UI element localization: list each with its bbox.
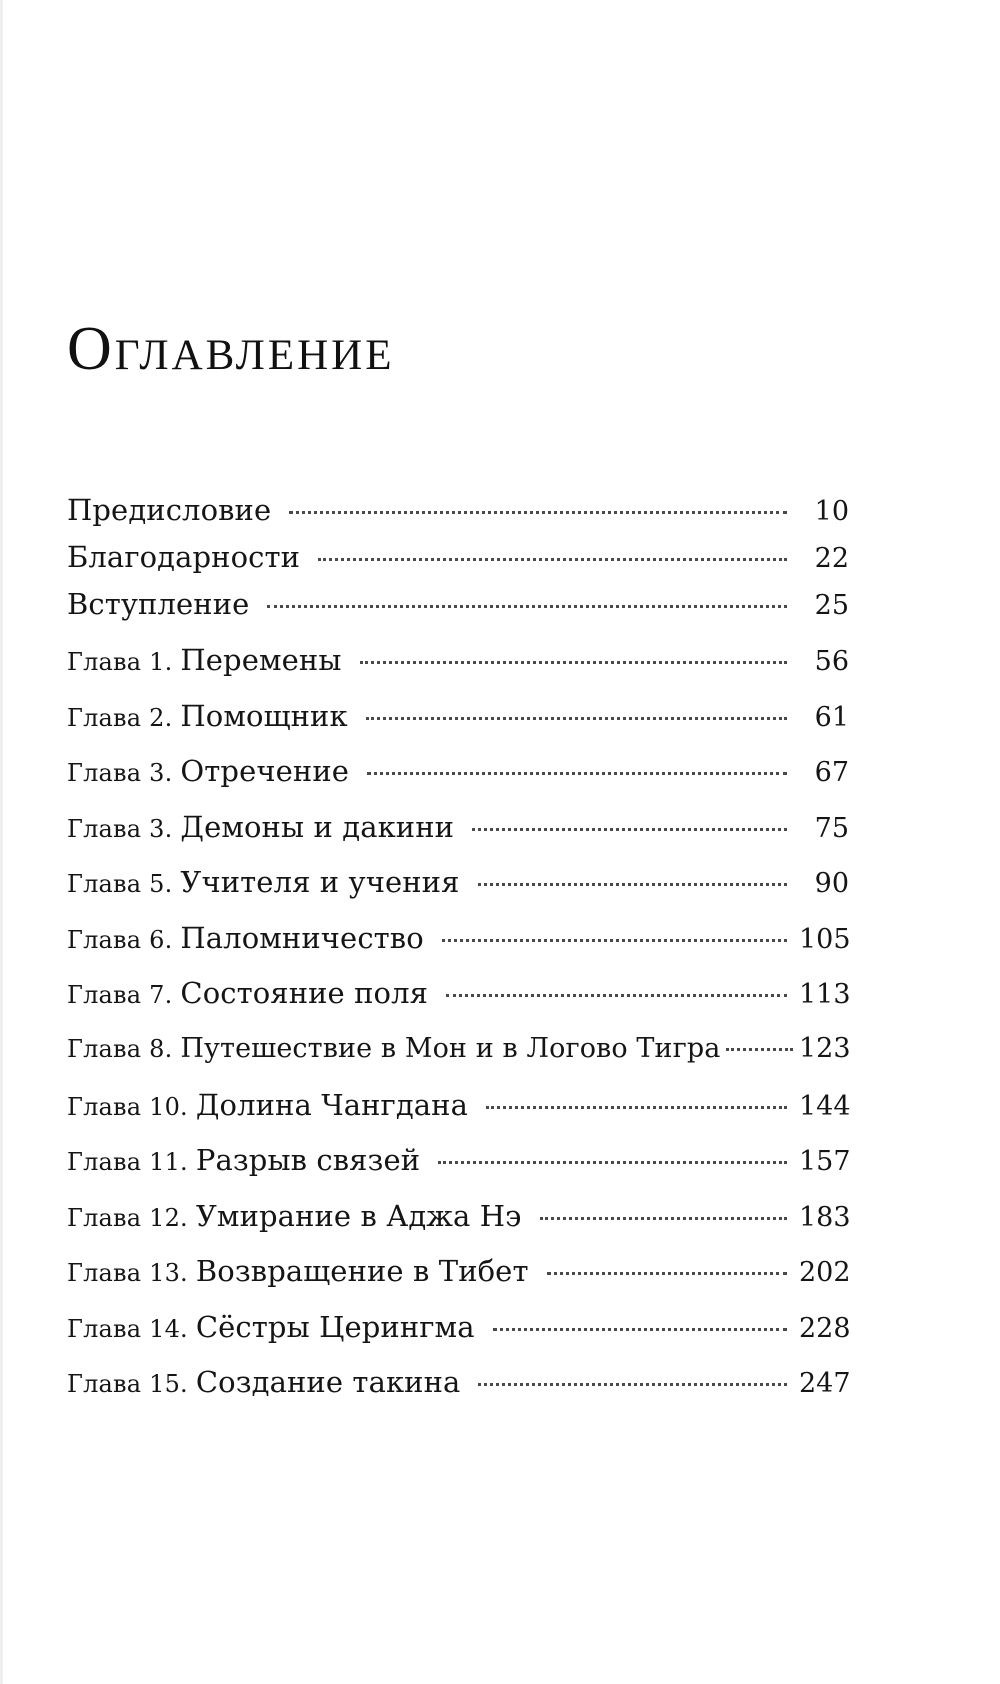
toc-entry-label: Сёстры Церингма bbox=[195, 1310, 475, 1344]
toc-entry-page: 25 bbox=[814, 590, 849, 621]
toc-leader-dots bbox=[486, 1106, 787, 1109]
toc-entry-label: Перемены bbox=[180, 643, 342, 677]
toc-leader-dots bbox=[478, 883, 787, 886]
toc-leader-dots bbox=[472, 828, 787, 831]
toc-entry-prefix: Глава 3. bbox=[67, 759, 173, 787]
toc-entry-label: Умирание в Аджа Нэ bbox=[195, 1199, 522, 1233]
toc-entry-prefix: Глава 8. bbox=[67, 1035, 173, 1063]
toc-entry-label: Вступление bbox=[67, 587, 250, 621]
toc-leader-dots bbox=[726, 1048, 793, 1051]
toc-entry bbox=[67, 1029, 849, 1069]
toc-entry-page: 202 bbox=[799, 1257, 851, 1288]
toc-leader-dots bbox=[540, 1217, 788, 1220]
toc-entry-label: Состояние поля bbox=[180, 976, 429, 1010]
toc-leader-dots bbox=[438, 1161, 787, 1164]
toc-entry-page: 183 bbox=[799, 1202, 851, 1233]
toc-leader-dots bbox=[442, 939, 787, 942]
toc-entry-prefix: Глава 2. bbox=[67, 704, 173, 732]
toc-entry-prefix: Глава 6. bbox=[67, 926, 173, 954]
toc-entry-label: Демоны и дакини bbox=[180, 810, 455, 844]
toc-leader-dots bbox=[360, 661, 787, 664]
toc-leader-dots bbox=[547, 1272, 787, 1275]
toc-entry bbox=[67, 973, 849, 1013]
toc-entry-prefix: Глава 14. bbox=[67, 1315, 188, 1343]
toc-entry-page: 90 bbox=[814, 868, 849, 899]
toc-entry bbox=[67, 537, 849, 577]
toc-entry-page: 113 bbox=[799, 979, 851, 1010]
toc-entry-page: 75 bbox=[814, 813, 849, 844]
toc-entry-prefix: Глава 12. bbox=[67, 1204, 188, 1232]
toc-entry-label: Помощник bbox=[180, 699, 348, 733]
toc-entry bbox=[67, 696, 849, 736]
toc-entry-prefix: Глава 7. bbox=[67, 981, 173, 1009]
toc-entry-label: Путешествие в Мон и в Логово Тигра bbox=[180, 1033, 721, 1064]
toc-entry-page: 56 bbox=[814, 646, 849, 677]
toc-entry-page: 144 bbox=[799, 1091, 851, 1122]
toc-entry-page: 247 bbox=[799, 1368, 851, 1399]
toc-entry bbox=[67, 1085, 849, 1125]
toc-leader-dots bbox=[366, 717, 787, 720]
toc-entry-prefix: Глава 3. bbox=[67, 815, 173, 843]
toc-entry-page: 157 bbox=[799, 1146, 851, 1177]
toc-entry-page: 105 bbox=[799, 924, 851, 955]
toc-entry-prefix: Глава 5. bbox=[67, 870, 173, 898]
toc-entry bbox=[67, 1196, 849, 1236]
toc-leader-dots bbox=[478, 1383, 787, 1386]
toc-leader-dots bbox=[267, 605, 787, 608]
page-title: Оглавление bbox=[67, 315, 395, 383]
toc-entry bbox=[67, 584, 849, 624]
toc-entry-label: Предисловие bbox=[67, 493, 272, 527]
toc-entry-prefix: Глава 10. bbox=[67, 1093, 188, 1121]
toc-entry-page: 123 bbox=[799, 1033, 851, 1064]
toc-entry bbox=[67, 862, 849, 902]
toc-entry bbox=[67, 1362, 849, 1402]
toc-entry-prefix: Глава 13. bbox=[67, 1259, 188, 1287]
toc-leader-dots bbox=[318, 558, 787, 561]
toc-entry-label: Создание такина bbox=[195, 1365, 461, 1399]
toc-entry bbox=[67, 1307, 849, 1347]
toc-entry bbox=[67, 918, 849, 958]
toc-entry-label: Учителя и учения bbox=[180, 865, 460, 899]
toc-entry-label: Возвращение в Тибет bbox=[195, 1254, 529, 1288]
toc-entry-prefix: Глава 1. bbox=[67, 648, 173, 676]
toc-entry-label: Благодарности bbox=[67, 540, 301, 574]
toc-entry bbox=[67, 1251, 849, 1291]
toc-entry-page: 61 bbox=[814, 702, 849, 733]
toc-entry-prefix: Глава 15. bbox=[67, 1370, 188, 1398]
toc-entry bbox=[67, 807, 849, 847]
toc-entry bbox=[67, 490, 849, 530]
toc-entry-label: Долина Чангдана bbox=[195, 1088, 468, 1122]
toc-entry bbox=[67, 640, 849, 680]
toc-leader-dots bbox=[289, 511, 787, 514]
toc-entry-label: Паломничество bbox=[180, 921, 424, 955]
toc-entry-page: 10 bbox=[814, 496, 849, 527]
toc-leader-dots bbox=[367, 772, 787, 775]
toc-entry-label: Разрыв связей bbox=[195, 1143, 421, 1177]
toc-entry-label: Отречение bbox=[180, 754, 350, 788]
toc-entry-page: 22 bbox=[814, 543, 849, 574]
toc-entry-page: 228 bbox=[799, 1313, 851, 1344]
toc-entry-prefix: Глава 11. bbox=[67, 1148, 188, 1176]
toc-entry-page: 67 bbox=[814, 757, 849, 788]
toc-leader-dots bbox=[446, 994, 787, 997]
table-of-contents bbox=[67, 0, 849, 1684]
toc-leader-dots bbox=[493, 1328, 787, 1331]
toc-entry bbox=[67, 1140, 849, 1180]
toc-entry bbox=[67, 751, 849, 791]
